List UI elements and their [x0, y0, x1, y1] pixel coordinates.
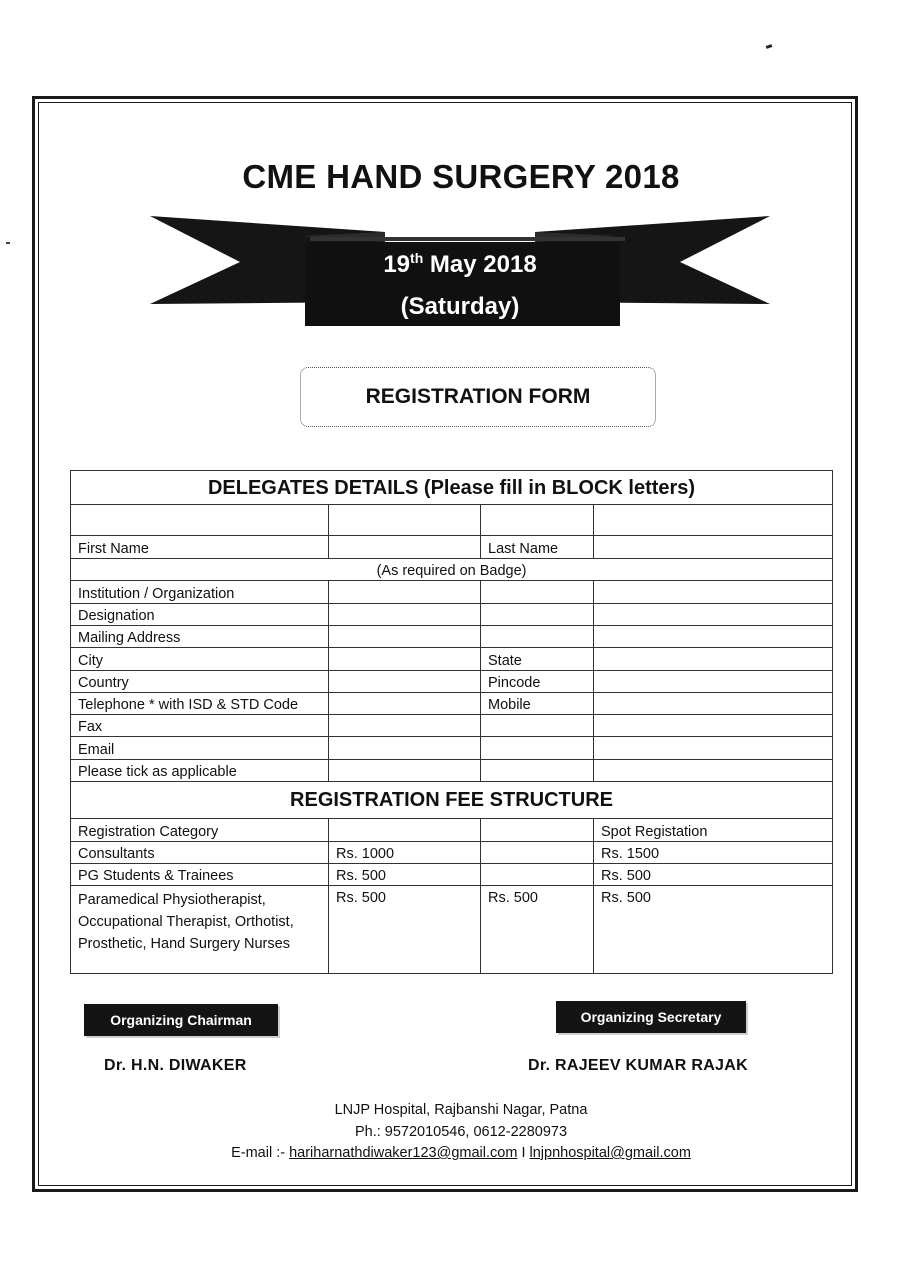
telephone-label: Telephone * with ISD & STD Code	[71, 693, 329, 715]
telephone-field[interactable]	[329, 693, 481, 715]
fee-heading: REGISTRATION FEE STRUCTURE	[71, 782, 833, 819]
city-label: City	[71, 648, 329, 671]
fee-amount-mid: Rs. 500	[481, 886, 594, 974]
organizing-chairman-label: Organizing Chairman	[84, 1004, 278, 1036]
secretary-name: Dr. RAJEEV KUMAR RAJAK	[528, 1057, 748, 1074]
hospital-address: LNJP Hospital, Rajbanshi Nagar, Patna	[334, 1102, 588, 1118]
scan-artifact	[6, 242, 10, 244]
mailing-address-label: Mailing Address	[71, 626, 329, 648]
email-link-diwaker[interactable]: hariharnathdiwaker123@gmail.com	[289, 1145, 518, 1161]
email-prefix: E-mail :-	[231, 1145, 286, 1161]
fax-field[interactable]	[481, 715, 594, 737]
email-field[interactable]	[481, 737, 594, 760]
state-field[interactable]	[594, 648, 833, 671]
fee-amount-mid	[481, 864, 594, 886]
institution-field[interactable]	[481, 581, 594, 604]
mailing-address-field[interactable]	[594, 626, 833, 648]
fee-spot-amount: Rs. 500	[594, 886, 833, 974]
institution-label: Institution / Organization	[71, 581, 329, 604]
mailing-address-field[interactable]	[329, 626, 481, 648]
fax-field[interactable]	[594, 715, 833, 737]
event-weekday: (Saturday)	[400, 293, 520, 320]
fee-category: PG Students & Trainees	[71, 864, 329, 886]
country-field[interactable]	[329, 671, 481, 693]
mobile-label: Mobile	[481, 693, 594, 715]
contact-emails	[0, 1145, 922, 1161]
registration-table	[70, 470, 833, 974]
registration-form-title: REGISTRATION FORM	[300, 367, 656, 427]
email-link-hospital[interactable]: lnjpnhospital@gmail.com	[529, 1145, 691, 1161]
fee-spot-amount: Rs. 1500	[594, 842, 833, 864]
first-name-label: First Name	[71, 536, 329, 559]
fee-amount: Rs. 500	[329, 864, 481, 886]
country-label: Country	[71, 671, 329, 693]
tick-label: Please tick as applicable	[71, 760, 329, 782]
tick-field[interactable]	[481, 760, 594, 782]
spot-registration-header: Spot Registation	[594, 819, 833, 842]
first-name-field[interactable]	[329, 536, 481, 559]
fee-category: Paramedical Physiotherapist, Occupational Therapist, Orthotist, Prosthetic, Hand Surgery Nurses	[71, 886, 329, 974]
contact-phone: Ph.: 9572010546, 0612-2280973	[354, 1124, 568, 1140]
blank-cell[interactable]	[594, 505, 833, 536]
fax-label: Fax	[71, 715, 329, 737]
designation-label: Designation	[71, 604, 329, 626]
chairman-name: Dr. H.N. DIWAKER	[104, 1057, 247, 1074]
fee-category: Consultants	[71, 842, 329, 864]
email-separator: I	[521, 1145, 526, 1161]
city-field[interactable]	[329, 648, 481, 671]
fax-field[interactable]	[329, 715, 481, 737]
email-field[interactable]	[329, 737, 481, 760]
designation-field[interactable]	[329, 604, 481, 626]
email-label: Email	[71, 737, 329, 760]
institution-field[interactable]	[594, 581, 833, 604]
tick-field[interactable]	[329, 760, 481, 782]
last-name-field[interactable]	[594, 536, 833, 559]
fee-amount: Rs. 500	[329, 886, 481, 974]
designation-field[interactable]	[594, 604, 833, 626]
designation-field[interactable]	[481, 604, 594, 626]
last-name-label: Last Name	[481, 536, 594, 559]
email-field[interactable]	[594, 737, 833, 760]
fee-amount-mid	[481, 842, 594, 864]
state-label: State	[481, 648, 594, 671]
organizing-secretary-label: Organizing Secretary	[556, 1001, 746, 1033]
fee-amount: Rs. 1000	[329, 842, 481, 864]
category-header: Registration Category	[71, 819, 329, 842]
mailing-address-field[interactable]	[481, 626, 594, 648]
blank-cell[interactable]	[481, 505, 594, 536]
blank-cell[interactable]	[329, 505, 481, 536]
institution-field[interactable]	[329, 581, 481, 604]
badge-note: (As required on Badge)	[71, 559, 833, 581]
event-date: 19th May 2018	[383, 250, 537, 278]
pincode-label: Pincode	[481, 671, 594, 693]
fee-spot-amount: Rs. 500	[594, 864, 833, 886]
event-title: CME HAND SURGERY 2018	[242, 158, 680, 195]
mobile-field[interactable]	[594, 693, 833, 715]
fee-header-blank	[329, 819, 481, 842]
tick-field[interactable]	[594, 760, 833, 782]
blank-cell[interactable]	[71, 505, 329, 536]
pincode-field[interactable]	[594, 671, 833, 693]
fee-header-blank	[481, 819, 594, 842]
delegates-heading: DELEGATES DETAILS (Please fill in BLOCK letters)	[71, 471, 833, 505]
scan-artifact	[766, 44, 773, 49]
